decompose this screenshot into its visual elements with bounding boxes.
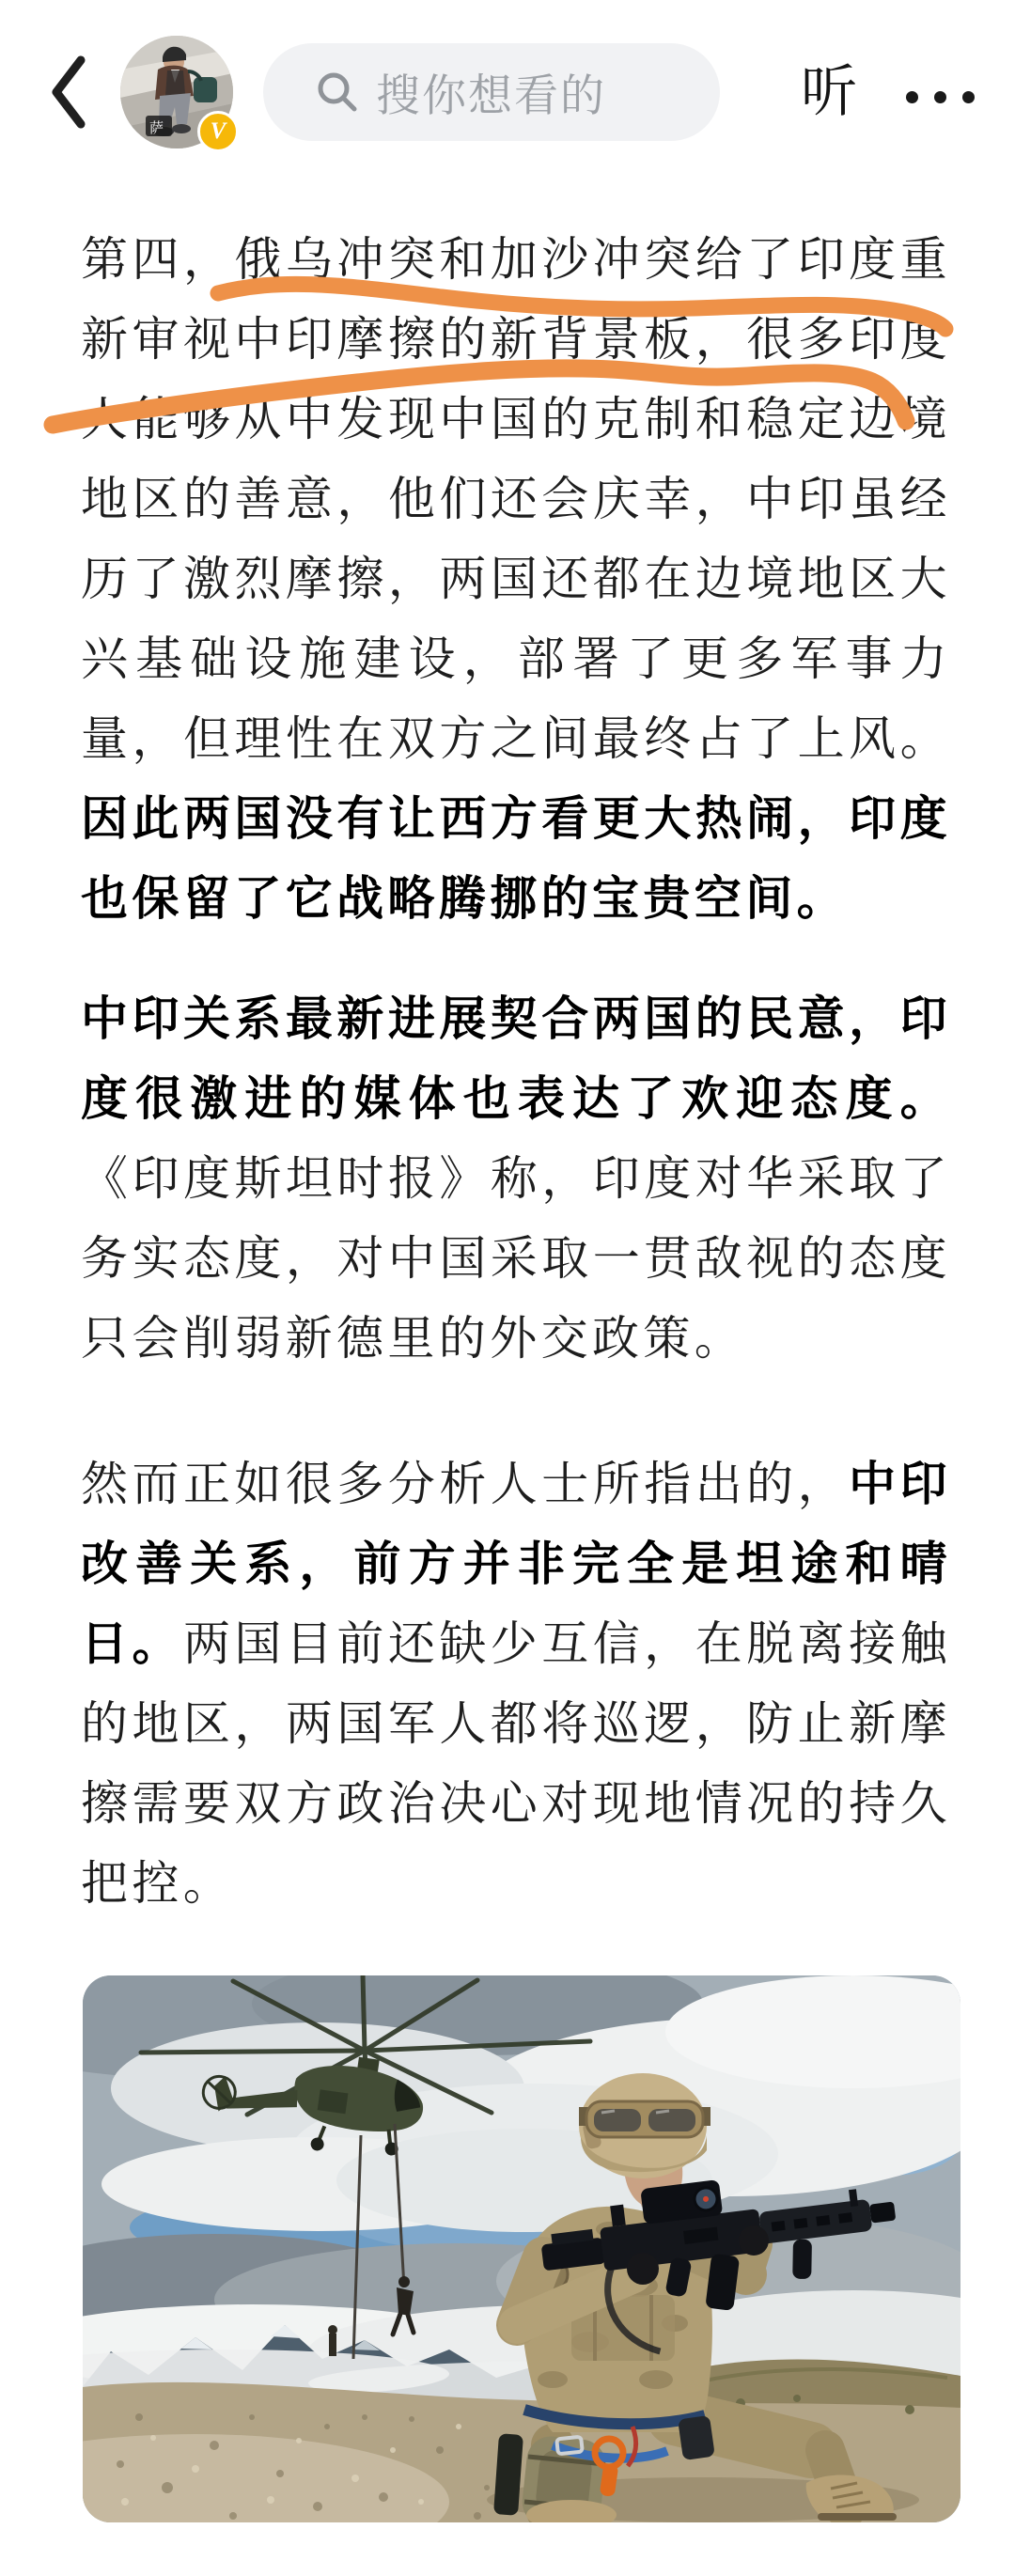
- text-segment-bold: 中印关系最新进展契合两国的民意，印度很激进的媒体也表达了欢迎态度。: [81, 992, 951, 1125]
- search-placeholder: 搜你想看的: [376, 70, 606, 120]
- chevron-left-icon: [47, 53, 90, 132]
- glove: [627, 2253, 659, 2285]
- glove: [739, 2225, 769, 2256]
- top-bar: [0, 0, 1015, 179]
- text-segment-bold: 因此两国没有让西方看更大热闹，印度也保留了它战略腾挪的宝贵空间。: [81, 792, 951, 925]
- search-icon: [316, 70, 359, 114]
- avatar-graffiti-text: 萨: [149, 120, 164, 136]
- more-options-button[interactable]: [906, 82, 975, 103]
- article-body: [0, 179, 1015, 2522]
- text-segment: 第四，俄乌冲突和加沙冲突给了印度重新审视中印摩擦的新背景板，很多印度人能够从中发现中国的克制和稳定边境地区的善意，他们还会庆幸，中印虽经历了激烈摩擦，两国还都在边境地区大兴基础设施建设，部署了更多军事力量，但理性在双方之间最终占了上风。: [81, 233, 951, 765]
- ellipsis-icon: [906, 91, 975, 103]
- text-segment: 《印度斯坦时报》称，印度对华采取了务实态度，对中国采取一贯敌视的态度只会削弱新德里的外交政策。: [81, 1152, 951, 1365]
- text-segment: 两国目前还缺少互信，在脱离接触的地区，两国军人都将巡逻，防止新摩擦需要双方政治决心对现地情况的持久把控。: [81, 1617, 951, 1910]
- paragraph-1: [81, 220, 951, 939]
- paragraph-3: [81, 1444, 951, 1924]
- back-button[interactable]: [47, 53, 90, 132]
- paragraph-2: [81, 979, 951, 1379]
- ground-person: [328, 2325, 337, 2356]
- verified-badge: V: [197, 111, 239, 152]
- text-segment: 然而正如很多分析人士所指出的，: [81, 1458, 850, 1510]
- article-photo[interactable]: [83, 1975, 960, 2522]
- search-input[interactable]: [263, 43, 720, 141]
- listen-button[interactable]: 听: [801, 60, 857, 123]
- author-avatar[interactable]: [120, 36, 233, 148]
- text-segment-bold: 中印改善关系，前方并非完全是坦途和晴日。: [81, 1458, 951, 1670]
